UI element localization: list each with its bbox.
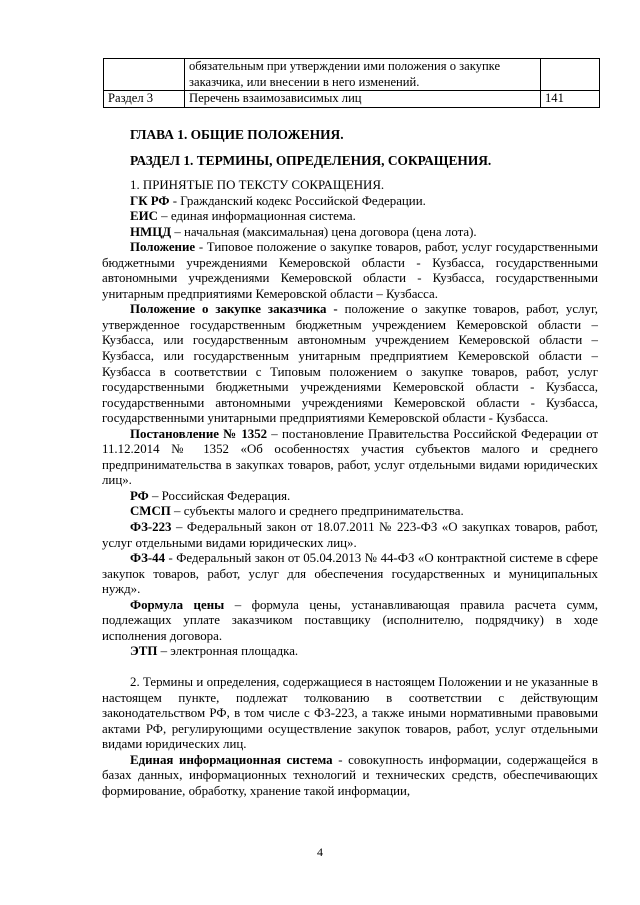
definition-formula <box>102 598 598 645</box>
definition-text: – единая информационная система. <box>157 209 356 224</box>
definition-text: – начальная (максимальная) цена договора (цена лота). <box>171 224 477 239</box>
definition-etp <box>102 644 598 660</box>
paragraph-2: 2. Термины и определения, содержащиеся в настоящем Положении и не указанные в настоящем пункте, подлежат толкованию в соответствии с действующим законодательством РФ, в том числе с ФЗ-223, а также иными нормативными правовыми актами РФ, регулирующими осуществление закупок товаров, работ, услуг отдельными видами юридических лиц. <box>102 674 598 752</box>
term: СМСП <box>130 504 171 519</box>
definition-rf <box>102 489 598 505</box>
definition-text: – формула цены, устанавливающая правила расчета сумм, подлежащих уплате заказчиком поставщику (исполнителю, подрядчику) в ходе исполнения договора. <box>102 597 598 643</box>
table-cell <box>541 59 600 91</box>
definition-text: - совокупность информации, содержащейся в базах данных, информационных технологий и технических средств, обеспечивающих формирование, обработку, хранение такой информации, <box>102 752 598 798</box>
definition-smsp <box>102 504 598 520</box>
table-cell: обязательным при утверждении ими положения о закупке заказчика, или внесении в него изменений. <box>185 59 541 91</box>
term: Формула цены <box>130 597 225 612</box>
table-row <box>104 59 600 91</box>
term: ФЗ-44 <box>130 551 166 566</box>
definition-text: – электронная площадка. <box>157 644 299 659</box>
definition-text: – постановление Правительства Российской Федерации от 11.12.2014 № 1352 «Об особенностях участия субъектов малого и среднего предпринимательства в закупках товаров, работ, услуг отдельными видами юридических лиц». <box>102 426 598 488</box>
table-cell <box>104 59 185 91</box>
chapter-title: ГЛАВА 1. ОБЩИЕ ПОЛОЖЕНИЯ. <box>130 127 344 142</box>
section-title: РАЗДЕЛ 1. ТЕРМИНЫ, ОПРЕДЕЛЕНИЯ, СОКРАЩЕНИЯ. <box>130 153 492 168</box>
definition-fz223 <box>102 520 598 551</box>
term: ГК РФ <box>130 193 170 208</box>
definition-polozhenie-zakazchika <box>102 302 598 426</box>
table-cell: Перечень взаимозависимых лиц <box>185 91 541 108</box>
term: ЕИС <box>130 209 158 224</box>
term: ЭТП <box>130 644 158 659</box>
definition-text: – субъекты малого и среднего предпринимательства. <box>170 504 464 519</box>
definition-fz44 <box>102 551 598 598</box>
table-cell: Раздел 3 <box>104 91 185 108</box>
definition-text: положение о закупке товаров, работ, услуг, утвержденное государственным бюджетным учреждением Кемеровской области – Кузбасса, или государственным автономным учреждением Кемеровской области – Кузбасса, или государственным унитарным предприятием Кемеровской области – Кузбасса в соответствии с Типовым положением о закупке товаров, работ, услуг государственными бюджетными учреждениями Кемеровской области - Кузбасса, государственными автономными учреждениями Кемеровской области - Кузбасса, государственными унитарными предприятиями Кемеровской области - Кузбасса. <box>102 302 599 426</box>
definition-eis-full <box>102 753 598 800</box>
definition-text: - Гражданский кодекс Российской Федерации. <box>169 193 426 208</box>
definition-nmcd <box>102 225 598 241</box>
page-number: 4 <box>317 845 323 859</box>
subheading: 1. ПРИНЯТЫЕ ПО ТЕКСТУ СОКРАЩЕНИЯ. <box>130 178 385 192</box>
table-row <box>104 91 600 108</box>
term: РФ <box>130 488 149 503</box>
definition-gk <box>102 194 598 210</box>
term: Положение <box>130 240 196 255</box>
definition-postanovlenie <box>102 427 598 489</box>
definition-text: – Федеральный закон от 18.07.2011 № 223-ФЗ «О закупках товаров, работ, услуг отдельными видами юридических лиц». <box>102 520 598 550</box>
term: ФЗ-223 <box>130 520 172 535</box>
contents-table <box>103 58 600 108</box>
document-body <box>102 178 598 799</box>
definition-text: – Российская Федерация. <box>148 488 291 503</box>
term: Положение о закупке заказчика - <box>130 302 338 317</box>
term: Единая информационная система <box>130 752 333 767</box>
definition-polozhenie <box>102 240 598 302</box>
definition-text: - Федеральный закон от 05.04.2013 № 44-ФЗ «О контрактной системе в сфере закупок товаров, работ, услуг для обеспечения государственных и муниципальных нужд». <box>102 551 598 597</box>
term: НМЦД <box>130 224 172 239</box>
definition-text: - Типовое положение о закупке товаров, работ, услуг государственными бюджетными учреждениями Кемеровской области - Кузбасса, государственными автономными учреждениями Кемеровской области - Кузбасса, государственными унитарным предприятиями Кемеровской области – Кузбасса. <box>102 240 598 301</box>
table-cell: 141 <box>541 91 600 108</box>
term: Постановление № 1352 <box>130 426 268 441</box>
definition-eis-short <box>102 209 598 225</box>
